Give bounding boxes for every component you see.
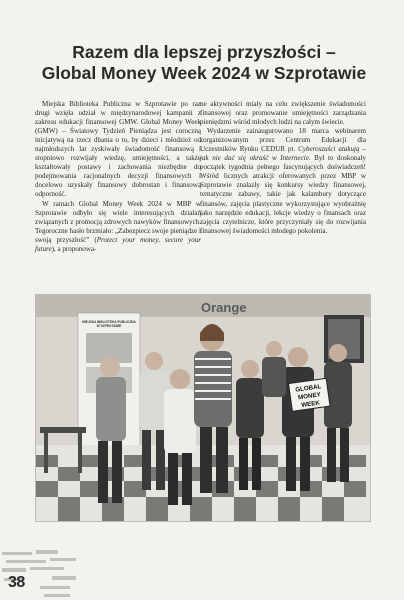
paragraph-italic: Cyberoszuści atakują – jak nie dać się okraść w Internecie. <box>200 145 366 163</box>
article-title-line-2: Global Money Week 2024 w Szprotawie <box>41 63 367 83</box>
paragraph <box>35 200 201 254</box>
paragraph-italic: Protect your money, secure your future <box>35 235 201 253</box>
paragraph-text: Miejska Biblioteka Publiczna w Szprotawie po raz drugi wzięła udział w międzynarodowej kampanii z zakresu edukacji finansowej GMW. Global Money Week (GMW) – Światowy Tydzień Pieniądza jest coroczną inicjatywą na rzecz dbania o to, by dzieci i młodzież od najmłodszych lat zyskiwały świadomość finansową i stopniowo rozwijały wiedzę, umiejętności, a także kształtowały postawy i zachowania niezbędne do podejmowania racjonalnych decyzji finansowych i docelowo uzyskały finansowy dobrostan i finansową odporność. <box>35 100 201 199</box>
paragraph-text-after: ), a proponowa- <box>51 244 97 253</box>
banner-line-2: W SZPROTAWIE <box>96 324 122 328</box>
left-text-column <box>35 100 201 254</box>
card-line-3: WEEK <box>300 399 321 410</box>
page-number: 38 <box>8 574 25 591</box>
paragraph <box>200 100 366 127</box>
paragraph-text-after: Był to doskonały początek tygodnia pełnego fascynujących doświadczeń! Wśród licznych atrakcji oferowanych przez MBP w Szprotawie znalazły się konkursy wiedzy finansowej, tematyczne zabawy, takie jak kalambury dotyczące finansów, zajęcia plastyczne wykorzystujące wyobraźnię jako narzędzie edukacji, lekcje wiedzy o finansach oraz zajęcia czytelnicze, które przyczyniały się do rozwijania finansowej świadomości młodego pokolenia. <box>200 154 366 235</box>
article-title <box>24 42 384 84</box>
card-line-1: GLOBAL <box>294 383 322 394</box>
right-text-column <box>200 100 366 236</box>
orange-sign-text: Orange <box>201 300 247 315</box>
global-money-week-card <box>289 378 331 411</box>
paragraph <box>35 100 201 200</box>
paragraph <box>200 127 366 236</box>
card-line-2: MONEY <box>297 391 322 402</box>
banner-line-1: MIEJSKA BIBLIOTEKA PUBLICZNA <box>82 320 136 324</box>
group-photo-illustration <box>36 295 371 522</box>
group-photo <box>35 294 371 522</box>
article-title-line-1: Razem dla lepszej przyszłości – <box>72 42 336 62</box>
paragraph-text: Wydarzenie zainaugurowano 18 marca webinarem zorganizowanym przez Centrum Edukacji dla Uczestników Rynku CEDUR pt. <box>200 127 366 154</box>
paragraph-text: ne aktywności miały na celu zwiększenie świadomości finansowej oraz promowanie umiejętności zarządzania pieniędzmi wśród młodych ludzi na całym świecie. <box>200 100 366 127</box>
paragraph-text: W ramach Global Money Week 2024 w MBP w Szprotawie odbyło się wiele interesujących działań związanych z promocją zdrowych nawyków finansowych. Tegoroczne hasło brzmiało: „Zabezpiecz swoje pieniądze i swoją przyszłość” ( <box>35 199 201 244</box>
